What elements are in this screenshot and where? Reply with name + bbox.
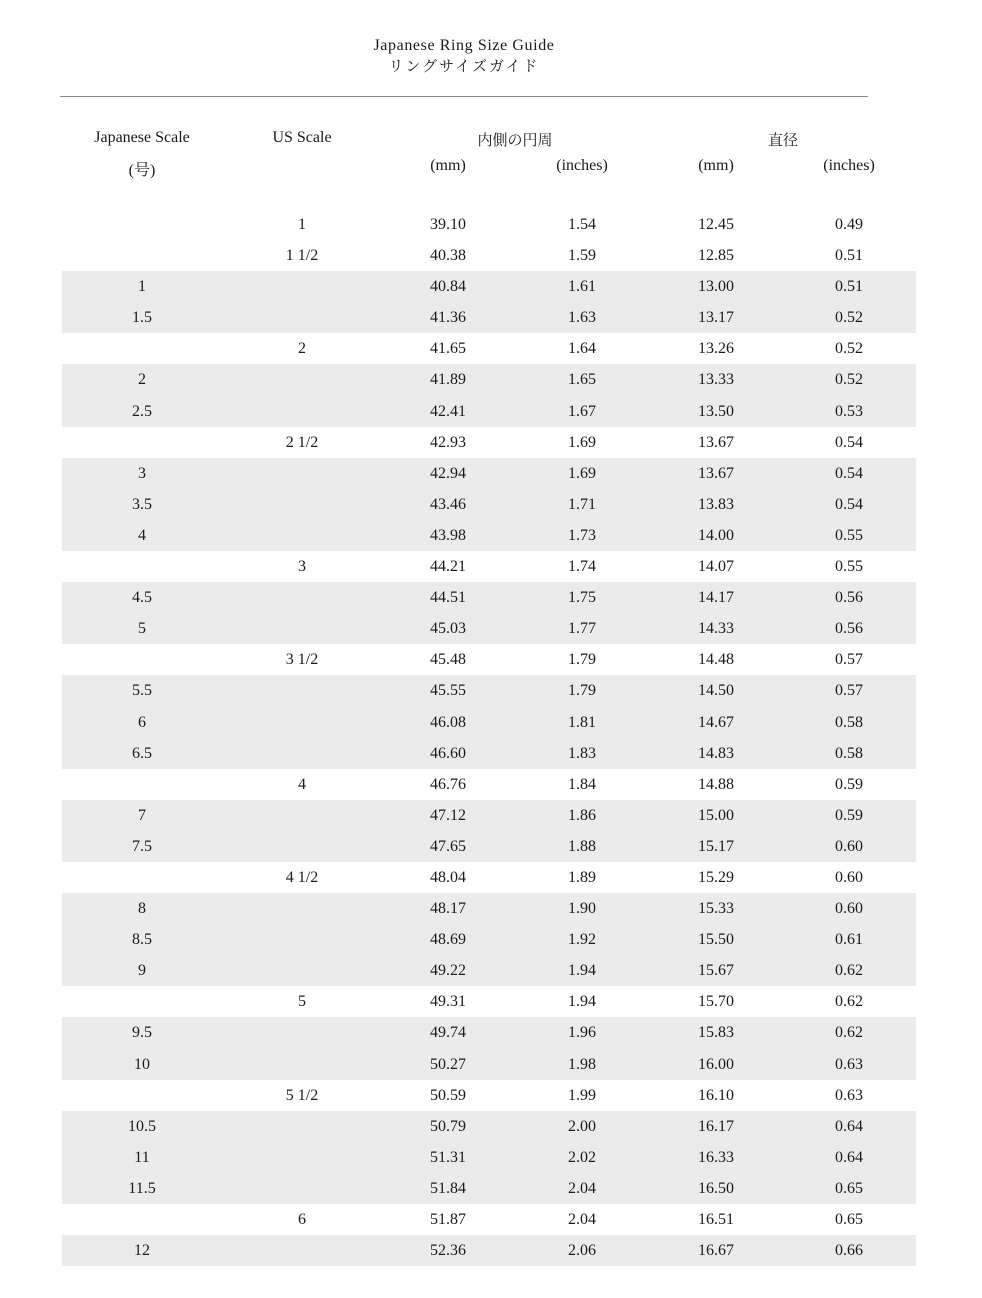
- diameter-inches-cell: 0.65: [835, 1211, 863, 1228]
- diameter-inches-cell: 0.59: [835, 806, 863, 824]
- diameter-mm-cell: 13.26: [698, 340, 734, 358]
- japanese-scale-cell: 2: [138, 371, 146, 389]
- circumference-inches-cell: 1.94: [568, 962, 596, 980]
- diameter-mm-cell: 12.85: [698, 247, 734, 265]
- diameter-mm-cell: 14.50: [698, 682, 734, 700]
- diameter-mm-cell: 15.67: [698, 962, 734, 980]
- japanese-scale-cell: 10.5: [128, 1117, 156, 1135]
- circumference-inches-cell: 1.61: [568, 278, 596, 296]
- circumference-inches-cell: 1.67: [568, 402, 596, 420]
- table-row: [62, 893, 916, 924]
- japanese-scale-cell: [82, 551, 202, 582]
- japanese-scale-cell: 3.5: [132, 495, 152, 513]
- circumference-mm-cell: 45.55: [430, 682, 466, 700]
- diameter-mm-cell: 15.29: [698, 868, 734, 886]
- us-scale-cell: 4 1/2: [285, 868, 319, 886]
- diameter-mm-cell: 12.45: [698, 216, 734, 233]
- circumference-mm-cell: 42.93: [430, 433, 466, 451]
- table-row: [62, 396, 916, 427]
- us-scale-cell: [242, 1111, 362, 1142]
- diameter-inches-cell: 0.57: [835, 682, 863, 700]
- japanese-scale-cell: 3: [138, 464, 146, 482]
- japanese-scale-cell: 11.5: [128, 1179, 156, 1197]
- japanese-scale-cell: 4: [138, 526, 146, 544]
- table-row: [62, 924, 916, 955]
- japanese-scale-cell: [82, 427, 202, 458]
- circumference-inches-cell: 1.69: [568, 433, 596, 451]
- japanese-scale-cell: 11: [134, 1148, 150, 1166]
- us-scale-cell: [242, 924, 362, 955]
- table-row: [62, 271, 916, 302]
- table-row: [62, 800, 916, 831]
- circumference-inches-cell: 2.04: [568, 1211, 596, 1228]
- diameter-inches-cell: 0.54: [835, 464, 863, 482]
- us-scale-cell: [242, 364, 362, 395]
- us-scale-cell: [242, 1049, 362, 1080]
- circumference-inches-cell: 1.84: [568, 775, 596, 793]
- diameter-inches-cell: 0.64: [835, 1117, 863, 1135]
- us-scale-cell: [242, 675, 362, 706]
- circumference-mm-cell: 41.89: [430, 371, 466, 389]
- diameter-mm-cell: 16.00: [698, 1055, 734, 1073]
- diameter-mm-cell: 15.50: [698, 931, 734, 949]
- table-row: [62, 302, 916, 333]
- diameter-mm-cell: 15.33: [698, 900, 734, 918]
- diameter-inches-cell: 0.53: [835, 402, 863, 420]
- diameter-mm-cell: 13.50: [698, 402, 734, 420]
- diameter-inches-cell: 0.62: [835, 993, 863, 1011]
- header-diameter-inches: (inches): [823, 157, 875, 174]
- diameter-mm-cell: 14.67: [698, 713, 734, 731]
- diameter-mm-cell: 13.33: [698, 371, 734, 389]
- circumference-mm-cell: 50.79: [430, 1117, 466, 1135]
- diameter-mm-cell: 15.83: [698, 1024, 734, 1042]
- us-scale-cell: 2: [298, 340, 306, 358]
- document-title: [0, 36, 928, 76]
- diameter-inches-cell: 0.49: [835, 216, 863, 233]
- table-row: [62, 955, 916, 986]
- table-row: [62, 1142, 916, 1173]
- circumference-mm-cell: 45.48: [430, 651, 466, 669]
- diameter-mm-cell: 15.17: [698, 837, 734, 855]
- japanese-scale-cell: 8.5: [132, 931, 152, 949]
- diameter-inches-cell: 0.56: [835, 620, 863, 638]
- us-scale-cell: [242, 1173, 362, 1204]
- circumference-mm-cell: 44.21: [430, 558, 466, 576]
- circumference-inches-cell: 1.99: [568, 1086, 596, 1104]
- circumference-mm-cell: 50.27: [430, 1055, 466, 1073]
- header-japanese-scale-unit: (号): [128, 162, 156, 179]
- table-row: [62, 582, 916, 613]
- diameter-mm-cell: 14.33: [698, 620, 734, 638]
- table-row: [62, 986, 916, 1017]
- diameter-inches-cell: 0.60: [835, 837, 863, 855]
- diameter-inches-cell: 0.52: [835, 340, 863, 358]
- japanese-scale-cell: 1: [138, 278, 146, 296]
- diameter-mm-cell: 14.07: [698, 558, 734, 576]
- japanese-scale-cell: [82, 986, 202, 1017]
- us-scale-cell: 1: [298, 216, 306, 233]
- circumference-mm-cell: 41.65: [430, 340, 466, 358]
- us-scale-cell: 5 1/2: [285, 1086, 319, 1104]
- japanese-scale-cell: [82, 1080, 202, 1111]
- diameter-inches-cell: 0.62: [835, 962, 863, 980]
- diameter-mm-cell: 13.00: [698, 278, 734, 296]
- circumference-inches-cell: 1.79: [568, 682, 596, 700]
- diameter-mm-cell: 14.83: [698, 744, 734, 762]
- circumference-mm-cell: 46.08: [430, 713, 466, 731]
- circumference-mm-cell: 47.65: [430, 837, 466, 855]
- circumference-mm-cell: 47.12: [430, 806, 466, 824]
- circumference-inches-cell: 1.90: [568, 900, 596, 918]
- us-scale-cell: [242, 582, 362, 613]
- diameter-inches-cell: 0.60: [835, 868, 863, 886]
- diameter-inches-cell: 0.60: [835, 900, 863, 918]
- japanese-scale-cell: [82, 862, 202, 893]
- diameter-inches-cell: 0.63: [835, 1055, 863, 1073]
- diameter-inches-cell: 0.59: [835, 775, 863, 793]
- table-row: [62, 1080, 916, 1111]
- circumference-mm-cell: 43.46: [430, 495, 466, 513]
- circumference-inches-cell: 1.98: [568, 1055, 596, 1073]
- circumference-inches-cell: 1.75: [568, 589, 596, 607]
- us-scale-cell: [242, 955, 362, 986]
- table-row: [62, 1111, 916, 1142]
- diameter-inches-cell: 0.63: [835, 1086, 863, 1104]
- us-scale-cell: 3 1/2: [285, 651, 319, 669]
- us-scale-cell: 5: [298, 993, 306, 1011]
- table-row: [62, 1173, 916, 1204]
- circumference-inches-cell: 2.04: [568, 1179, 596, 1197]
- us-scale-cell: [242, 489, 362, 520]
- diameter-mm-cell: 16.50: [698, 1179, 734, 1197]
- japanese-scale-cell: 12: [134, 1242, 150, 1260]
- japanese-scale-cell: [82, 209, 202, 240]
- us-scale-cell: 2 1/2: [285, 433, 319, 451]
- title-english: Japanese Ring Size Guide: [373, 37, 555, 54]
- header-us-scale: US Scale: [272, 129, 332, 146]
- japanese-scale-cell: [82, 333, 202, 364]
- table-row: [62, 209, 916, 240]
- us-scale-cell: 1 1/2: [285, 247, 319, 265]
- ring-size-table: [62, 209, 916, 1266]
- title-japanese: リングサイズガイド: [388, 57, 540, 75]
- diameter-inches-cell: 0.65: [835, 1179, 863, 1197]
- diameter-mm-cell: 15.70: [698, 993, 734, 1011]
- japanese-scale-cell: 6: [138, 713, 146, 731]
- header-circumference: 内側の円周: [477, 131, 553, 149]
- japanese-scale-cell: 6.5: [132, 744, 152, 762]
- diameter-inches-cell: 0.66: [835, 1242, 863, 1260]
- us-scale-cell: [242, 1017, 362, 1048]
- diameter-inches-cell: 0.55: [835, 558, 863, 576]
- table-row: [62, 489, 916, 520]
- diameter-mm-cell: 14.88: [698, 775, 734, 793]
- circumference-inches-cell: 2.00: [568, 1117, 596, 1135]
- diameter-inches-cell: 0.54: [835, 495, 863, 513]
- circumference-inches-cell: 2.06: [568, 1242, 596, 1260]
- diameter-mm-cell: 16.10: [698, 1086, 734, 1104]
- japanese-scale-cell: 9: [138, 962, 146, 980]
- circumference-inches-cell: 1.65: [568, 371, 596, 389]
- circumference-inches-cell: 1.77: [568, 620, 596, 638]
- diameter-inches-cell: 0.58: [835, 744, 863, 762]
- circumference-mm-cell: 43.98: [430, 526, 466, 544]
- table-row: [62, 644, 916, 675]
- us-scale-cell: 4: [298, 775, 306, 793]
- circumference-mm-cell: 51.84: [430, 1179, 466, 1197]
- circumference-inches-cell: 1.81: [568, 713, 596, 731]
- title-divider: [60, 96, 868, 97]
- circumference-mm-cell: 49.22: [430, 962, 466, 980]
- circumference-mm-cell: 41.36: [430, 309, 466, 327]
- table-row: [62, 458, 916, 489]
- japanese-scale-cell: 10: [134, 1055, 150, 1073]
- circumference-mm-cell: 45.03: [430, 620, 466, 638]
- header-diameter-mm: (mm): [698, 157, 734, 174]
- japanese-scale-cell: 7: [138, 806, 146, 824]
- circumference-mm-cell: 46.60: [430, 744, 466, 762]
- circumference-inches-cell: 1.86: [568, 806, 596, 824]
- circumference-mm-cell: 51.31: [430, 1148, 466, 1166]
- table-row: [62, 1204, 916, 1235]
- diameter-inches-cell: 0.52: [835, 371, 863, 389]
- circumference-mm-cell: 49.74: [430, 1024, 466, 1042]
- circumference-mm-cell: 48.17: [430, 900, 466, 918]
- us-scale-cell: [242, 1235, 362, 1266]
- circumference-mm-cell: 46.76: [430, 775, 466, 793]
- circumference-inches-cell: 1.79: [568, 651, 596, 669]
- us-scale-cell: [242, 520, 362, 551]
- japanese-scale-cell: [82, 240, 202, 271]
- circumference-inches-cell: 1.69: [568, 464, 596, 482]
- japanese-scale-cell: 1.5: [132, 309, 152, 327]
- diameter-mm-cell: 15.00: [698, 806, 734, 824]
- japanese-scale-cell: 8: [138, 900, 146, 918]
- us-scale-cell: 6: [298, 1211, 306, 1228]
- diameter-inches-cell: 0.55: [835, 526, 863, 544]
- us-scale-cell: [242, 396, 362, 427]
- diameter-mm-cell: 16.67: [698, 1242, 734, 1260]
- circumference-inches-cell: 1.89: [568, 868, 596, 886]
- japanese-scale-cell: 5: [138, 620, 146, 638]
- diameter-mm-cell: 13.83: [698, 495, 734, 513]
- circumference-inches-cell: 1.71: [568, 495, 596, 513]
- table-row: [62, 831, 916, 862]
- us-scale-cell: [242, 1142, 362, 1173]
- circumference-inches-cell: 1.54: [568, 216, 596, 233]
- circumference-mm-cell: 42.94: [430, 464, 466, 482]
- us-scale-cell: [242, 707, 362, 738]
- table-row: [62, 707, 916, 738]
- japanese-scale-cell: [82, 644, 202, 675]
- table-row: [62, 1049, 916, 1080]
- circumference-inches-cell: 1.59: [568, 247, 596, 265]
- header-diameter: 直径: [767, 131, 798, 149]
- diameter-inches-cell: 0.51: [835, 247, 863, 265]
- circumference-mm-cell: 49.31: [430, 993, 466, 1011]
- table-row: [62, 862, 916, 893]
- us-scale-cell: [242, 458, 362, 489]
- diameter-mm-cell: 14.17: [698, 589, 734, 607]
- japanese-scale-cell: 5.5: [132, 682, 152, 700]
- circumference-inches-cell: 1.94: [568, 993, 596, 1011]
- japanese-scale-cell: [82, 769, 202, 800]
- japanese-scale-cell: 2.5: [132, 402, 152, 420]
- circumference-mm-cell: 52.36: [430, 1242, 466, 1260]
- us-scale-cell: 3: [298, 558, 306, 576]
- circumference-inches-cell: 1.73: [568, 526, 596, 544]
- us-scale-cell: [242, 302, 362, 333]
- diameter-inches-cell: 0.56: [835, 589, 863, 607]
- circumference-inches-cell: 1.63: [568, 309, 596, 327]
- diameter-inches-cell: 0.52: [835, 309, 863, 327]
- diameter-mm-cell: 16.33: [698, 1148, 734, 1166]
- diameter-inches-cell: 0.58: [835, 713, 863, 731]
- circumference-mm-cell: 51.87: [430, 1211, 466, 1228]
- circumference-inches-cell: 2.02: [568, 1148, 596, 1166]
- diameter-inches-cell: 0.54: [835, 433, 863, 451]
- table-row: [62, 1235, 916, 1266]
- diameter-mm-cell: 14.48: [698, 651, 734, 669]
- japanese-scale-cell: 4.5: [132, 589, 152, 607]
- circumference-inches-cell: 1.74: [568, 558, 596, 576]
- circumference-mm-cell: 44.51: [430, 589, 466, 607]
- circumference-mm-cell: 40.84: [430, 278, 466, 296]
- table-row: [62, 551, 916, 582]
- us-scale-cell: [242, 831, 362, 862]
- diameter-mm-cell: 14.00: [698, 526, 734, 544]
- diameter-inches-cell: 0.57: [835, 651, 863, 669]
- circumference-mm-cell: 40.38: [430, 247, 466, 265]
- circumference-mm-cell: 42.41: [430, 402, 466, 420]
- circumference-mm-cell: 39.10: [430, 216, 466, 233]
- diameter-mm-cell: 13.67: [698, 464, 734, 482]
- circumference-inches-cell: 1.64: [568, 340, 596, 358]
- japanese-scale-cell: 7.5: [132, 837, 152, 855]
- diameter-mm-cell: 16.17: [698, 1117, 734, 1135]
- table-row: [62, 427, 916, 458]
- header-circumference-mm: (mm): [430, 157, 466, 174]
- circumference-inches-cell: 1.96: [568, 1024, 596, 1042]
- circumference-inches-cell: 1.88: [568, 837, 596, 855]
- table-row: [62, 333, 916, 364]
- circumference-mm-cell: 48.69: [430, 931, 466, 949]
- header-circumference-inches: (inches): [556, 157, 608, 174]
- diameter-inches-cell: 0.51: [835, 278, 863, 296]
- table-row: [62, 364, 916, 395]
- us-scale-cell: [242, 893, 362, 924]
- table-row: [62, 1017, 916, 1048]
- us-scale-cell: [242, 800, 362, 831]
- us-scale-cell: [242, 613, 362, 644]
- diameter-inches-cell: 0.62: [835, 1024, 863, 1042]
- diameter-inches-cell: 0.64: [835, 1148, 863, 1166]
- diameter-inches-cell: 0.61: [835, 931, 863, 949]
- us-scale-cell: [242, 738, 362, 769]
- circumference-inches-cell: 1.83: [568, 744, 596, 762]
- circumference-inches-cell: 1.92: [568, 931, 596, 949]
- table-row: [62, 675, 916, 706]
- table-row: [62, 738, 916, 769]
- diameter-mm-cell: 13.67: [698, 433, 734, 451]
- us-scale-cell: [242, 271, 362, 302]
- japanese-scale-cell: [82, 1204, 202, 1235]
- diameter-mm-cell: 13.17: [698, 309, 734, 327]
- table-row: [62, 613, 916, 644]
- table-row: [62, 520, 916, 551]
- table-row: [62, 769, 916, 800]
- table-row: [62, 240, 916, 271]
- diameter-mm-cell: 16.51: [698, 1211, 734, 1228]
- header-japanese-scale: Japanese Scale: [94, 129, 190, 146]
- circumference-mm-cell: 48.04: [430, 868, 466, 886]
- circumference-mm-cell: 50.59: [430, 1086, 466, 1104]
- japanese-scale-cell: 9.5: [132, 1024, 152, 1042]
